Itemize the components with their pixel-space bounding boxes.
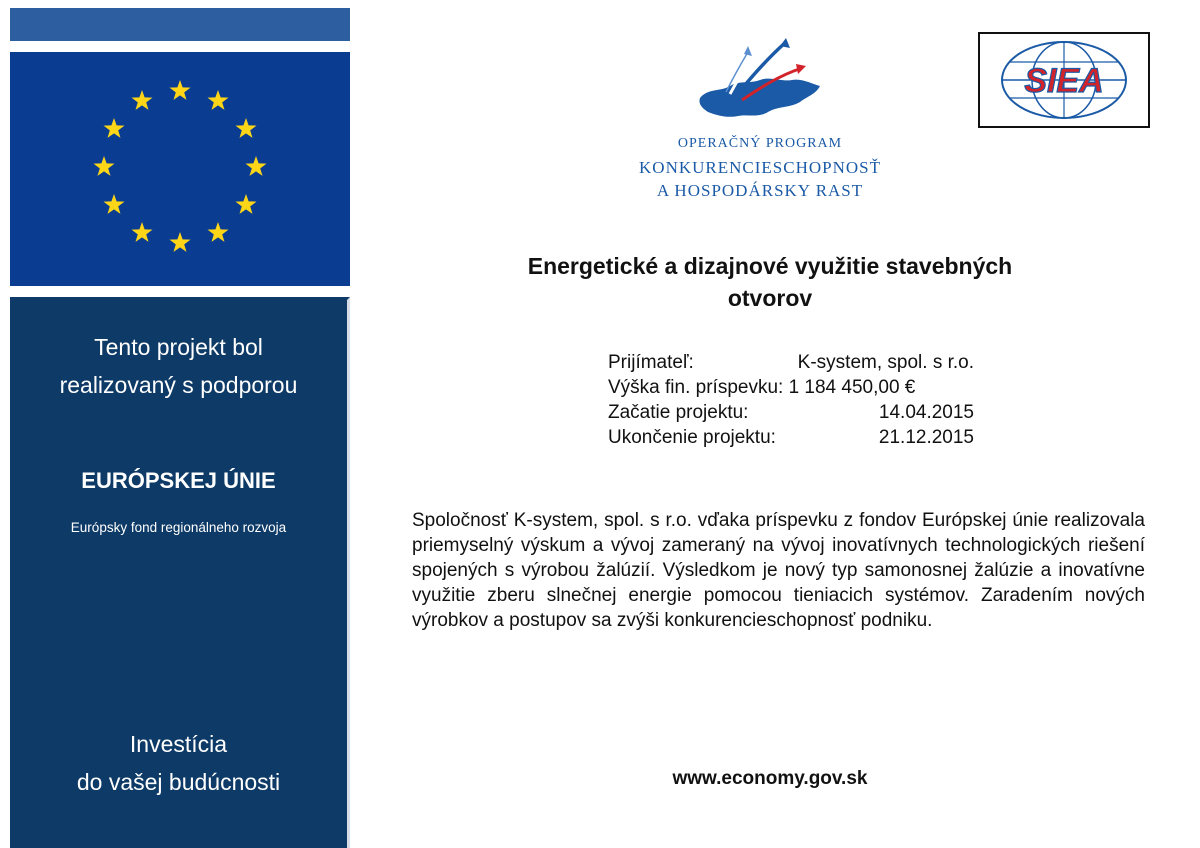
recipient-row xyxy=(608,350,988,375)
siea-logo xyxy=(978,32,1150,128)
op-logo xyxy=(620,36,900,211)
siea-logo-text: SIEA xyxy=(1024,62,1104,100)
end-row xyxy=(608,425,988,450)
op-name-line2: A HOSPODÁRSKY RAST xyxy=(656,181,864,200)
amount-row xyxy=(608,375,988,400)
eu-flag xyxy=(10,52,350,286)
eu-name: EURÓPSKEJ ÚNIE xyxy=(81,468,276,493)
project-description: Spoločnosť K-system, spol. s r.o. vďaka príspevku z fondov Európskej únie realizovala priemyselný výskum a vývoj zameraný na vývoj inovatívnych technologických riešení spojených s výrobou žalúzií. Výsledkom je nový typ samonosnej žalúzie a inovatívne využitie zberu slnečnej energie pomocou tieniacich systémov. Zaradením nových výrobkov a postupov sa zvýši konkurencieschopnosť podniku. xyxy=(412,510,1145,631)
support-text: Tento projekt bol realizovaný s podporou xyxy=(59,334,298,398)
recipient-label: Prijímateľ: xyxy=(608,352,694,373)
amount-text: Výška fin. príspevku: 1 184 450,00 € xyxy=(608,377,916,398)
recipient-value: K-system, spol. s r.o. xyxy=(797,352,974,373)
op-name-line1: KONKURENCIESCHOPNOSŤ xyxy=(639,158,881,177)
top-blue-bar xyxy=(10,8,350,41)
website-link[interactable]: www.economy.gov.sk xyxy=(672,768,868,789)
fund-name: Európsky fond regionálneho rozvoja xyxy=(70,520,287,535)
start-value: 14.04.2015 xyxy=(878,402,974,423)
op-label: OPERAČNÝ PROGRAM xyxy=(677,136,843,151)
investment-slogan: Investícia do vašej budúcnosti xyxy=(76,731,281,795)
slovakia-arrows-icon xyxy=(690,36,830,131)
start-row xyxy=(608,400,988,425)
eu-support-panel xyxy=(10,297,350,848)
end-value: 21.12.2015 xyxy=(878,427,974,448)
project-title: Energetické a dizajnové využitie stavebných otvorov xyxy=(527,253,1013,311)
eu-stars-icon xyxy=(10,52,350,286)
start-label: Začatie projektu: xyxy=(608,402,749,423)
globe-icon xyxy=(980,34,1148,126)
project-details xyxy=(608,350,988,450)
end-label: Ukončenie projektu: xyxy=(608,427,776,448)
